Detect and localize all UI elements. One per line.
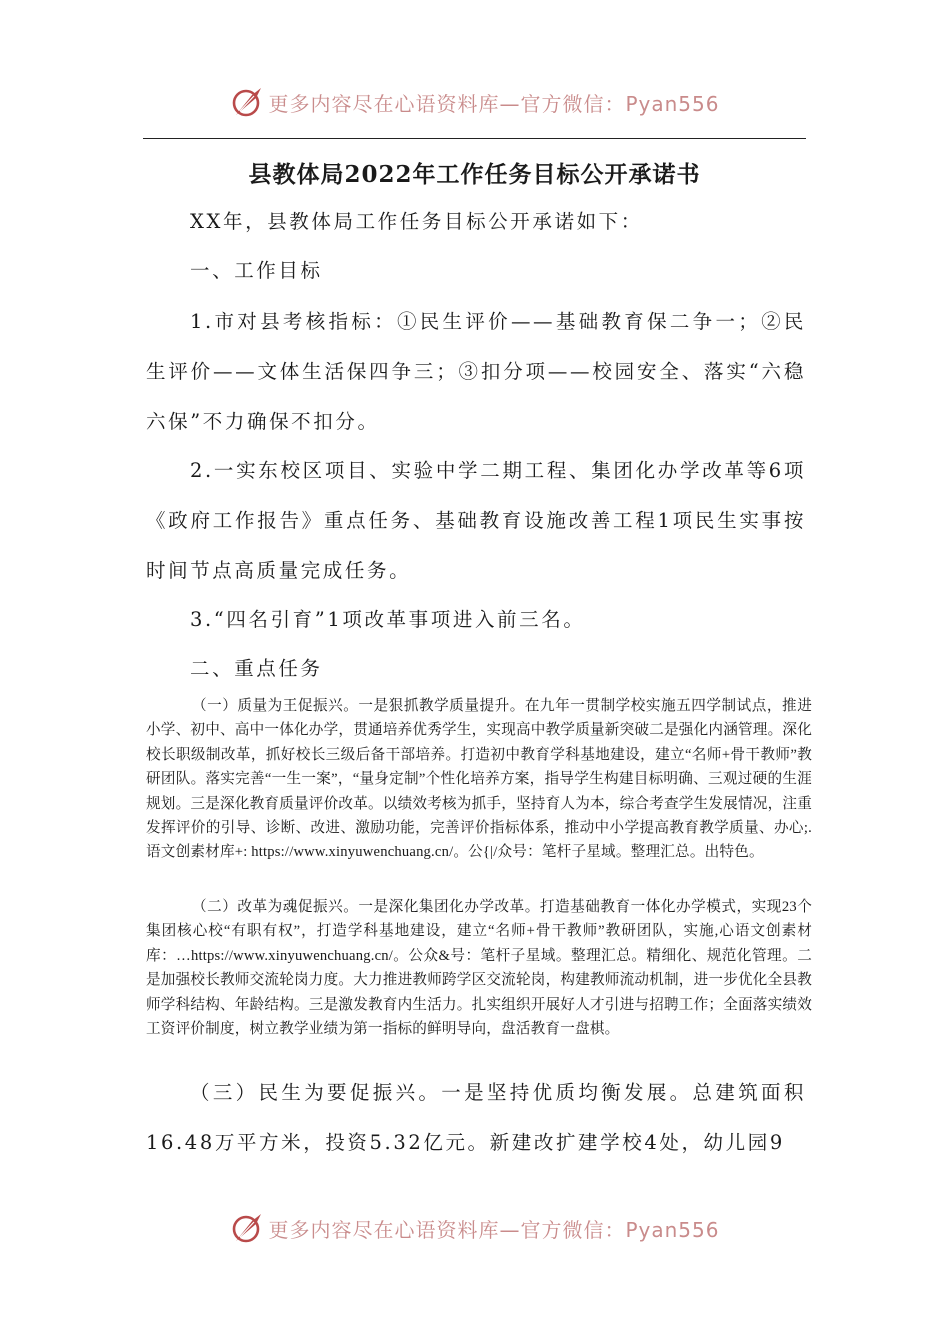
- header-rule: [143, 138, 806, 139]
- quill-logo-icon: [230, 85, 264, 119]
- quill-logo-icon: [230, 1211, 264, 1245]
- goal-item-3: 3.“四名引育”1项改革事项进入前三名。: [190, 608, 586, 631]
- footer-banner: [0, 1208, 950, 1248]
- goal-item-2: 2.一实东校区项目、实验中学二期工程、集团化办学改革等6项《政府工作报告》重点任务、基础教育设施改善工程1项民生实事按时间节点高质量完成任务。: [146, 459, 806, 582]
- header-banner: [0, 82, 950, 122]
- task-paragraph-3: （三）民生为要促振兴。一是坚持优质均衡发展。总建筑面积16.48万平方米，投资5.32亿元。新建改扩建学校4处，幼儿园9: [146, 1081, 806, 1154]
- section-heading-goals: 一、工作目标: [190, 259, 323, 282]
- goal-item-1: 1.市对县考核指标：①民生评价——基础教育保二争一；②民生评价——文体生活保四争三；③扣分项——校园安全、落实“六稳六保”不力确保不扣分。: [146, 310, 806, 433]
- banner-text: 更多内容尽在心语资料库—官方微信：Pyan556: [268, 1217, 720, 1242]
- intro-paragraph: XX年，县教体局工作任务目标公开承诺如下：: [190, 210, 643, 233]
- section-heading-tasks: 二、重点任务: [190, 657, 323, 680]
- banner-text: 更多内容尽在心语资料库—官方微信：Pyan556: [268, 91, 720, 116]
- task-paragraph-2: （二）改革为魂促振兴。一是深化集团化办学改革。打造基础教育一体化办学模式，实现23个集团核心校“有职有权”，打造学科基地建设，建立“名师+骨干教师”教研团队，实施,心语文创素材库：…https://www.xinyuwenchuang.cn/。公众&号：笔杆子星域。整理汇总。精细化、规范化管理。二是加强校长教师交流轮岗力度。大力推进教师跨学区交流轮岗，构建教师流动机制，进一步优化全县教师学科结构、年龄结构。三是激发教育内生活力。扎实组织开展好人才引进与招聘工作；全面落实绩效工资评价制度，树立教学业绩为第一指标的鲜明导向，盘活教育一盘棋。: [146, 899, 812, 1038]
- document-title: 县教体局2022年工作任务目标公开承诺书: [248, 161, 701, 188]
- task-paragraph-1: （一）质量为王促振兴。一是狠抓教学质量提升。在九年一贯制学校实施五四学制试点，推进小学、初中、高中一体化办学，贯通培养优秀学生，实现高中教学质量新突破二是强化内涵管理。深化校长职级制改革，抓好校长三级后备干部培养。打造初中教育学科基地建设，建立“名师+骨干教师”教研团队。落实完善“一生一案”，“量身定制”个性化培养方案，指导学生构建目标明确、三观过硬的生涯规划。三是深化教育质量评价改革。以绩效考核为抓手，坚持育人为本，综合考查学生发展情况，注重发挥评价的引导、诊断、改进、激励功能，完善评价指标体系，推动中小学提高教育教学质量、办心;.语文创素材库+: https://www.xinyuwenchuang.cn/。公{|/众号：笔杆子星域。整理汇总。出特色。: [146, 698, 812, 861]
